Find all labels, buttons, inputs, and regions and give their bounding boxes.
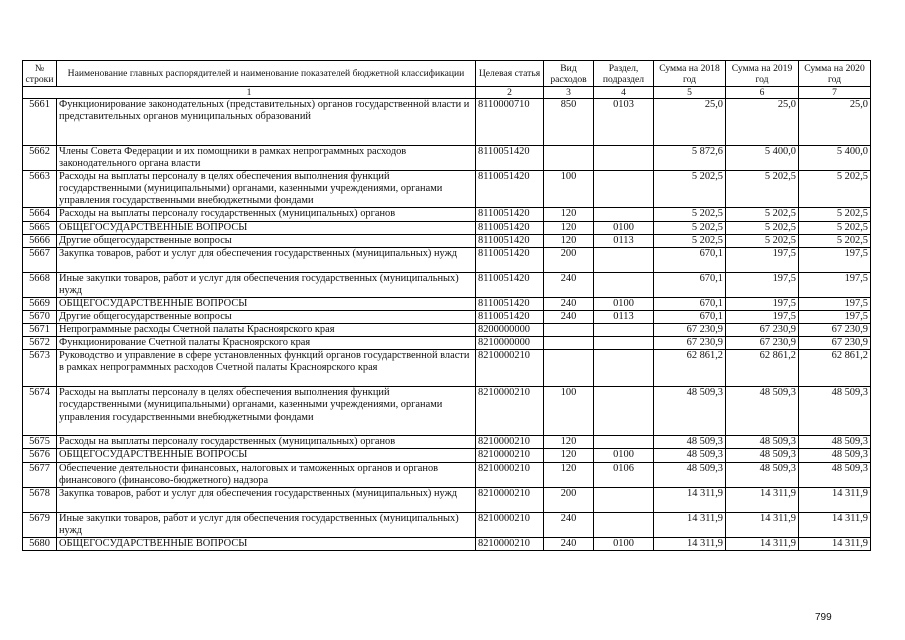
expense-type-cell (544, 337, 594, 350)
section-cell (594, 324, 654, 337)
sum-2019-cell: 5 202,5 (726, 234, 799, 247)
row-name-cell: ОБЩЕГОСУДАРСТВЕННЫЕ ВОПРОСЫ (57, 297, 476, 310)
sum-2020-cell: 5 400,0 (799, 146, 871, 171)
expense-type-cell: 120 (544, 221, 594, 234)
sum-2019-cell: 25,0 (726, 99, 799, 146)
column-number: 6 (726, 87, 799, 99)
column-number-row (23, 87, 871, 99)
row-name-cell: ОБЩЕГОСУДАРСТВЕННЫЕ ВОПРОСЫ (57, 537, 476, 550)
sum-2018-cell: 14 311,9 (654, 487, 726, 512)
sum-2019-cell: 197,5 (726, 247, 799, 272)
target-article-cell: 8110051420 (476, 234, 544, 247)
sum-2018-cell: 14 311,9 (654, 512, 726, 537)
sum-2020-cell: 14 311,9 (799, 512, 871, 537)
sum-2018-cell: 14 311,9 (654, 537, 726, 550)
expense-type-cell: 120 (544, 208, 594, 221)
sum-2018-cell: 48 509,3 (654, 462, 726, 487)
row-number-cell: 5674 (23, 387, 57, 436)
row-number-cell: 5670 (23, 311, 57, 324)
column-number: 4 (594, 87, 654, 99)
sum-2020-cell: 197,5 (799, 311, 871, 324)
section-cell: 0103 (594, 99, 654, 146)
section-cell: 0100 (594, 449, 654, 462)
sum-2018-cell: 5 202,5 (654, 171, 726, 208)
table-row (23, 171, 871, 208)
expense-type-cell: 200 (544, 487, 594, 512)
sum-2018-cell: 67 230,9 (654, 337, 726, 350)
header-sum-2018: Сумма на 2018 год (654, 61, 726, 87)
row-number-cell: 5676 (23, 449, 57, 462)
sum-2019-cell: 48 509,3 (726, 387, 799, 436)
table-row (23, 436, 871, 449)
row-name-cell: ОБЩЕГОСУДАРСТВЕННЫЕ ВОПРОСЫ (57, 221, 476, 234)
target-article-cell: 8210000210 (476, 512, 544, 537)
sum-2018-cell: 48 509,3 (654, 449, 726, 462)
row-number-cell: 5673 (23, 350, 57, 387)
target-article-cell: 8110051420 (476, 297, 544, 310)
expense-type-cell: 120 (544, 234, 594, 247)
row-name-cell: Расходы на выплаты персоналу государственных (муниципальных) органов (57, 436, 476, 449)
row-name-cell: Функционирование Счетной палаты Красноярского края (57, 337, 476, 350)
sum-2018-cell: 25,0 (654, 99, 726, 146)
sum-2020-cell: 197,5 (799, 247, 871, 272)
expense-type-cell: 240 (544, 537, 594, 550)
target-article-cell: 8110051420 (476, 272, 544, 297)
sum-2019-cell: 197,5 (726, 297, 799, 310)
header-section: Раздел, подраздел (594, 61, 654, 87)
table-row (23, 350, 871, 387)
header-expense-type: Вид расходов (544, 61, 594, 87)
sum-2018-cell: 67 230,9 (654, 324, 726, 337)
sum-2020-cell: 5 202,5 (799, 234, 871, 247)
target-article-cell: 8110051420 (476, 311, 544, 324)
sum-2018-cell: 670,1 (654, 272, 726, 297)
target-article-cell: 8110051420 (476, 221, 544, 234)
budget-table (22, 60, 871, 551)
sum-2020-cell: 48 509,3 (799, 449, 871, 462)
sum-2020-cell: 5 202,5 (799, 221, 871, 234)
sum-2020-cell: 62 861,2 (799, 350, 871, 387)
row-number-cell: 5664 (23, 208, 57, 221)
row-name-cell: Другие общегосударственные вопросы (57, 234, 476, 247)
row-name-cell: Иные закупки товаров, работ и услуг для обеспечения государственных (муниципальных) нужд (57, 272, 476, 297)
target-article-cell: 8210000210 (476, 462, 544, 487)
sum-2020-cell: 48 509,3 (799, 436, 871, 449)
row-number-cell: 5666 (23, 234, 57, 247)
table-row (23, 462, 871, 487)
sum-2018-cell: 670,1 (654, 311, 726, 324)
section-cell: 0100 (594, 297, 654, 310)
table-row (23, 512, 871, 537)
expense-type-cell: 240 (544, 297, 594, 310)
row-number-cell: 5663 (23, 171, 57, 208)
expense-type-cell: 240 (544, 272, 594, 297)
expense-type-cell: 850 (544, 99, 594, 146)
row-name-cell: Закупка товаров, работ и услуг для обеспечения государственных (муниципальных) нужд (57, 487, 476, 512)
target-article-cell: 8210000210 (476, 537, 544, 550)
target-article-cell: 8210000000 (476, 337, 544, 350)
sum-2018-cell: 5 202,5 (654, 221, 726, 234)
section-cell: 0106 (594, 462, 654, 487)
sum-2019-cell: 48 509,3 (726, 449, 799, 462)
sum-2019-cell: 14 311,9 (726, 537, 799, 550)
expense-type-cell: 120 (544, 436, 594, 449)
table-row (23, 272, 871, 297)
row-number-cell: 5677 (23, 462, 57, 487)
header-sum-2020: Сумма на 2020 год (799, 61, 871, 87)
table-row (23, 311, 871, 324)
budget-sheet (22, 60, 870, 551)
sum-2018-cell: 62 861,2 (654, 350, 726, 387)
sum-2018-cell: 5 202,5 (654, 234, 726, 247)
target-article-cell: 8200000000 (476, 324, 544, 337)
header-name: Наименование главных распорядителей и наименование показателей бюджетной классификации (57, 61, 476, 87)
sum-2019-cell: 67 230,9 (726, 337, 799, 350)
table-row (23, 387, 871, 436)
sum-2019-cell: 5 202,5 (726, 221, 799, 234)
sum-2019-cell: 14 311,9 (726, 512, 799, 537)
sum-2018-cell: 5 202,5 (654, 208, 726, 221)
header-row (23, 61, 871, 87)
sum-2019-cell: 5 202,5 (726, 208, 799, 221)
row-number-cell: 5661 (23, 99, 57, 146)
section-cell (594, 208, 654, 221)
target-article-cell: 8110000710 (476, 99, 544, 146)
sum-2020-cell: 48 509,3 (799, 387, 871, 436)
sum-2020-cell: 14 311,9 (799, 537, 871, 550)
section-cell (594, 487, 654, 512)
expense-type-cell: 120 (544, 462, 594, 487)
sum-2020-cell: 5 202,5 (799, 171, 871, 208)
expense-type-cell: 120 (544, 449, 594, 462)
expense-type-cell: 240 (544, 311, 594, 324)
section-cell: 0100 (594, 537, 654, 550)
table-row (23, 297, 871, 310)
sum-2018-cell: 48 509,3 (654, 436, 726, 449)
target-article-cell: 8210000210 (476, 436, 544, 449)
sum-2020-cell: 48 509,3 (799, 462, 871, 487)
section-cell (594, 350, 654, 387)
section-cell (594, 272, 654, 297)
table-header (23, 61, 871, 99)
row-name-cell: Расходы на выплаты персоналу государственных (муниципальных) органов (57, 208, 476, 221)
row-number-cell: 5679 (23, 512, 57, 537)
row-number-cell: 5678 (23, 487, 57, 512)
row-name-cell: Обеспечение деятельности финансовых, налоговых и таможенных органов и органов финансового (финансово-бюджетного) надзора (57, 462, 476, 487)
expense-type-cell (544, 146, 594, 171)
table-row (23, 337, 871, 350)
row-name-cell: Члены Совета Федерации и их помощники в рамках непрограммных расходов законодательного органа власти (57, 146, 476, 171)
sum-2020-cell: 67 230,9 (799, 337, 871, 350)
row-number-cell: 5671 (23, 324, 57, 337)
row-name-cell: Руководство и управление в сфере установленных функций органов государственной власти в рамках непрограммных расходов Счетной палаты Красноярского края (57, 350, 476, 387)
target-article-cell: 8110051420 (476, 247, 544, 272)
row-number-cell: 5662 (23, 146, 57, 171)
row-name-cell: Расходы на выплаты персоналу в целях обеспечения выполнения функций государственными (муниципальными) органами, казенными учреждениями, органами управления государственными внебюджетными фондами (57, 387, 476, 436)
header-target-article: Целевая статья (476, 61, 544, 87)
table-body (23, 99, 871, 551)
sum-2019-cell: 62 861,2 (726, 350, 799, 387)
column-number: 2 (476, 87, 544, 99)
row-name-cell: Закупка товаров, работ и услуг для обеспечения государственных (муниципальных) нужд (57, 247, 476, 272)
page-number: 799 (815, 612, 832, 623)
sum-2018-cell: 670,1 (654, 247, 726, 272)
row-name-cell: Другие общегосударственные вопросы (57, 311, 476, 324)
target-article-cell: 8210000210 (476, 487, 544, 512)
column-number: 3 (544, 87, 594, 99)
section-cell: 0113 (594, 234, 654, 247)
expense-type-cell: 100 (544, 387, 594, 436)
row-number-cell: 5668 (23, 272, 57, 297)
table-row (23, 449, 871, 462)
section-cell: 0113 (594, 311, 654, 324)
section-cell: 0100 (594, 221, 654, 234)
table-row (23, 247, 871, 272)
sum-2019-cell: 5 202,5 (726, 171, 799, 208)
header-sum-2019: Сумма на 2019 год (726, 61, 799, 87)
expense-type-cell: 240 (544, 512, 594, 537)
section-cell (594, 171, 654, 208)
sum-2019-cell: 14 311,9 (726, 487, 799, 512)
column-number: 7 (799, 87, 871, 99)
sum-2020-cell: 197,5 (799, 297, 871, 310)
sum-2019-cell: 67 230,9 (726, 324, 799, 337)
row-number-cell: 5675 (23, 436, 57, 449)
section-cell (594, 436, 654, 449)
row-number-cell: 5665 (23, 221, 57, 234)
sum-2020-cell: 14 311,9 (799, 487, 871, 512)
row-number-cell: 5680 (23, 537, 57, 550)
section-cell (594, 146, 654, 171)
table-row (23, 324, 871, 337)
row-name-cell: Непрограммные расходы Счетной палаты Красноярского края (57, 324, 476, 337)
row-number-cell: 5672 (23, 337, 57, 350)
target-article-cell: 8110051420 (476, 208, 544, 221)
table-row (23, 487, 871, 512)
sum-2018-cell: 5 872,6 (654, 146, 726, 171)
target-article-cell: 8210000210 (476, 350, 544, 387)
expense-type-cell: 100 (544, 171, 594, 208)
sum-2019-cell: 197,5 (726, 272, 799, 297)
row-name-cell: Расходы на выплаты персоналу в целях обеспечения выполнения функций государственными (муниципальными) органами, казенными учреждениями, органами управления государственными внебюджетными фондами (57, 171, 476, 208)
sum-2020-cell: 67 230,9 (799, 324, 871, 337)
target-article-cell: 8110051420 (476, 146, 544, 171)
section-cell (594, 512, 654, 537)
sum-2020-cell: 25,0 (799, 99, 871, 146)
column-number: 1 (23, 87, 476, 99)
table-row (23, 234, 871, 247)
sum-2019-cell: 48 509,3 (726, 436, 799, 449)
section-cell (594, 337, 654, 350)
table-row (23, 146, 871, 171)
expense-type-cell (544, 324, 594, 337)
sum-2019-cell: 48 509,3 (726, 462, 799, 487)
sum-2020-cell: 197,5 (799, 272, 871, 297)
sum-2018-cell: 670,1 (654, 297, 726, 310)
expense-type-cell (544, 350, 594, 387)
sum-2018-cell: 48 509,3 (654, 387, 726, 436)
target-article-cell: 8110051420 (476, 171, 544, 208)
sum-2020-cell: 5 202,5 (799, 208, 871, 221)
row-number-cell: 5667 (23, 247, 57, 272)
table-row (23, 221, 871, 234)
target-article-cell: 8210000210 (476, 387, 544, 436)
row-name-cell: ОБЩЕГОСУДАРСТВЕННЫЕ ВОПРОСЫ (57, 449, 476, 462)
table-row (23, 537, 871, 550)
table-row (23, 99, 871, 146)
row-name-cell: Функционирование законодательных (представительных) органов государственной власти и представительных органов муниципальных образований (57, 99, 476, 146)
row-name-cell: Иные закупки товаров, работ и услуг для обеспечения государственных (муниципальных) нужд (57, 512, 476, 537)
section-cell (594, 247, 654, 272)
column-number: 5 (654, 87, 726, 99)
sum-2019-cell: 5 400,0 (726, 146, 799, 171)
sum-2019-cell: 197,5 (726, 311, 799, 324)
header-row-no: № строки (23, 61, 57, 87)
target-article-cell: 8210000210 (476, 449, 544, 462)
expense-type-cell: 200 (544, 247, 594, 272)
section-cell (594, 387, 654, 436)
table-row (23, 208, 871, 221)
row-number-cell: 5669 (23, 297, 57, 310)
